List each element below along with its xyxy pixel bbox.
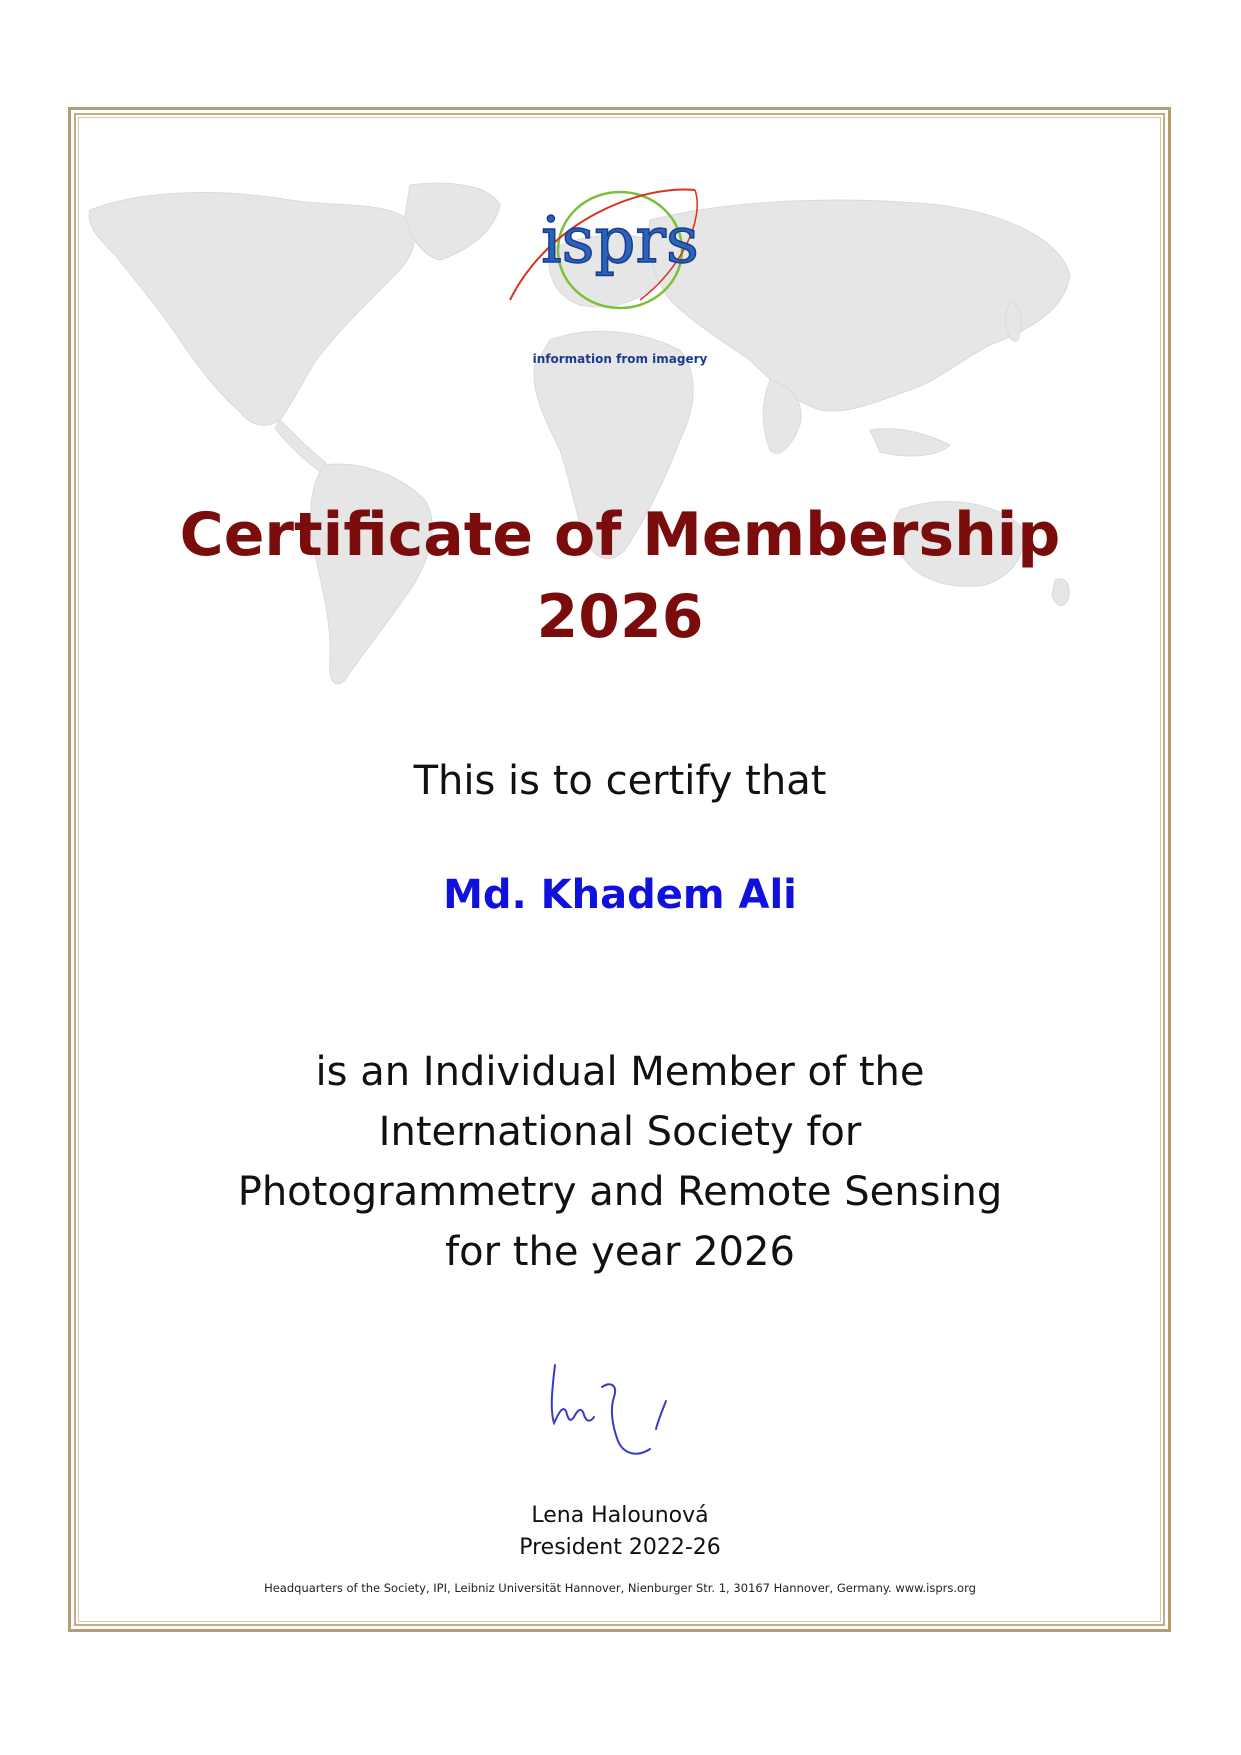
logo-wordmark: isprs (541, 204, 699, 278)
footer-address: Headquarters of the Society, IPI, Leibniz Universität Hannover, Nienburger Str. 1, 30167 Hannover, Germany. www.isprs.org (264, 1581, 976, 1595)
member-name: Md. Khadem Ali (443, 872, 797, 918)
membership-statement (80, 1042, 1160, 1282)
statement-line-1: is an Individual Member of the (315, 1049, 925, 1095)
signatory-role: President 2022-26 (519, 1535, 721, 1560)
certify-text: This is to certify that (413, 758, 827, 804)
isprs-logo (490, 180, 750, 380)
signatory-block (80, 1500, 1160, 1564)
title-line-1: Certificate of Membership (179, 500, 1061, 570)
logo-tagline: information from imagery (532, 352, 708, 366)
president-signature (540, 1345, 710, 1465)
statement-line-3: Photogrammetry and Remote Sensing (237, 1169, 1003, 1215)
certificate-title (80, 494, 1160, 658)
title-year: 2026 (536, 582, 704, 652)
signatory-name: Lena Halounová (531, 1503, 709, 1528)
statement-line-2: International Society for (378, 1109, 862, 1155)
statement-line-4: for the year 2026 (445, 1229, 795, 1275)
